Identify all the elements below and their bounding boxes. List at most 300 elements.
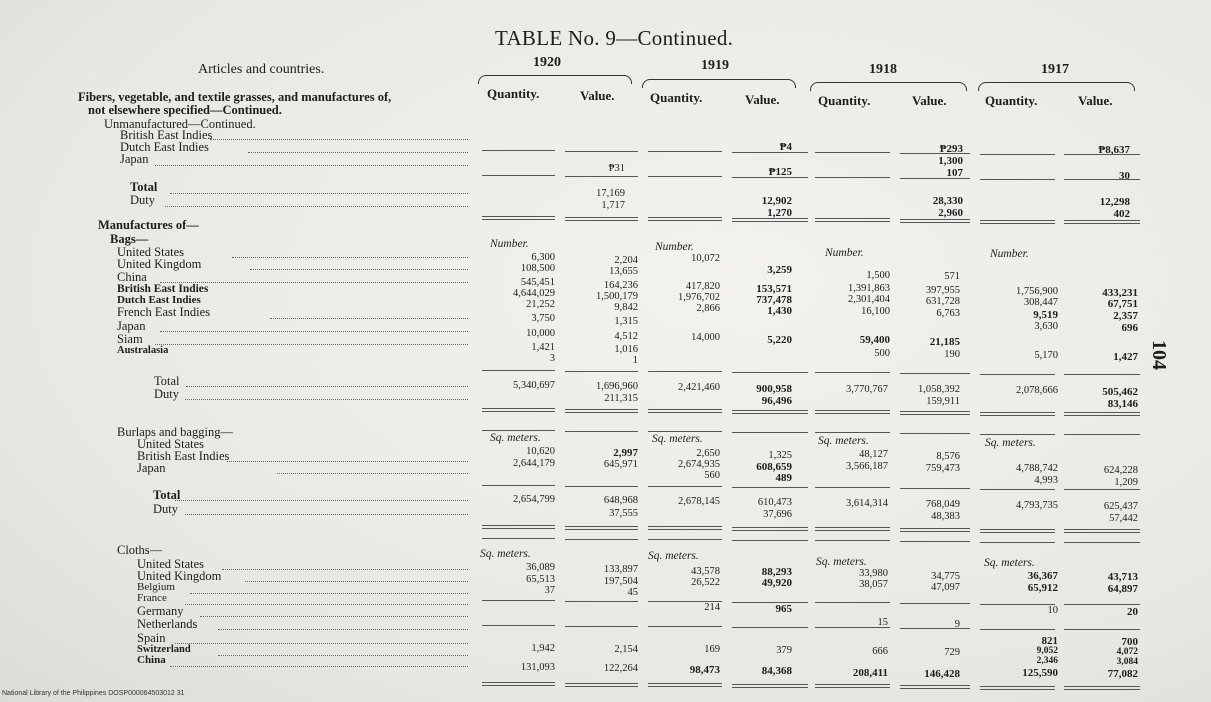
double-rule-line: [732, 684, 808, 688]
rule-line: [732, 152, 808, 153]
row-label: United Kingdom: [137, 569, 222, 583]
row-label-total: Total: [154, 374, 180, 388]
double-rule-line: [815, 410, 890, 414]
cell-total: 2,421,460: [678, 382, 720, 393]
cell: 30: [1119, 170, 1130, 182]
leader-dots: [210, 139, 468, 140]
row-label: Dutch East Indies: [120, 140, 209, 154]
table-title: TABLE No. 9—Continued.: [495, 26, 734, 50]
subhead-quantity-1920: Quantity.: [487, 86, 540, 101]
cell: 1,391,863: [848, 283, 890, 294]
cell-total: 5,340,697: [513, 380, 555, 391]
rule-line: [648, 486, 722, 487]
cell: 417,820: [685, 281, 720, 292]
unit-label: Number.: [655, 241, 694, 253]
cell: 9: [954, 619, 960, 630]
row-label: Dutch East Indies: [117, 294, 201, 306]
cell: 1,016: [614, 344, 638, 355]
cell-total: 2,078,666: [1016, 385, 1058, 396]
cell: 1,500: [866, 270, 890, 281]
cell: 1,500,179: [596, 291, 638, 302]
section4-heading: Cloths—: [117, 543, 163, 557]
rule-line: [732, 602, 808, 603]
leader-dots: [200, 616, 468, 617]
cell-total: 768,049: [925, 499, 960, 510]
row-label: British East Indies: [117, 283, 209, 295]
cell-total: 2,654,799: [513, 494, 555, 505]
cell-duty: 37,555: [609, 508, 638, 519]
double-rule-line: [1064, 686, 1140, 690]
cell: 48,127: [859, 449, 888, 460]
rule-line: [1064, 179, 1140, 180]
row-label-total: Total: [130, 180, 158, 194]
cell: 3: [549, 353, 555, 364]
cell: 146,428: [924, 668, 960, 680]
rule-line: [565, 486, 638, 487]
cell: 1,209: [1114, 477, 1138, 488]
section2-subheading: Bags—: [110, 232, 149, 246]
rule-line: [900, 488, 970, 489]
subhead-quantity-1917: Quantity.: [985, 93, 1038, 108]
cell: 133,897: [603, 564, 638, 575]
row-label-duty: Duty: [153, 502, 178, 516]
leader-dots: [170, 193, 468, 194]
double-rule-line: [648, 409, 722, 413]
cell: 36,367: [1027, 570, 1058, 582]
cell: 153,571: [756, 283, 792, 295]
year-1919: 1919: [701, 58, 729, 73]
cell-total: 648,968: [603, 495, 638, 506]
double-rule-line: [900, 685, 970, 689]
rule-line: [1064, 629, 1140, 630]
rule-line: [900, 628, 970, 629]
cell: 4,512: [614, 331, 638, 342]
row-label: Switzerland: [137, 644, 191, 655]
row-label: Siam: [117, 332, 143, 346]
subhead-quantity-1919: Quantity.: [650, 90, 703, 105]
cell: 164,236: [603, 280, 638, 291]
rule-line: [980, 434, 1055, 435]
section1-subheading: Unmanufactured—Continued.: [104, 117, 256, 131]
row-label: Japan: [117, 319, 146, 333]
rule-line: [565, 371, 638, 372]
cell: 1,942: [531, 643, 555, 654]
row-label: United Kingdom: [117, 257, 202, 271]
rule-line: [900, 541, 970, 542]
leader-dots: [232, 257, 468, 258]
cell: 3,566,187: [846, 461, 888, 472]
unit-label: Sq. meters.: [648, 550, 699, 562]
cell: 500: [874, 348, 890, 359]
cell: 2,204: [614, 255, 638, 266]
rule-line: [900, 178, 970, 179]
double-rule-line: [732, 218, 808, 222]
rule-line: [1064, 374, 1140, 375]
cell: 1,325: [768, 450, 792, 461]
cell: 965: [775, 603, 792, 615]
rule-line: [980, 179, 1055, 180]
row-label: China: [117, 270, 147, 284]
cell: 821: [1041, 635, 1058, 647]
leader-dots: [160, 282, 468, 283]
row-label: United States: [117, 245, 185, 259]
cell: 4,993: [1034, 475, 1058, 486]
cell: 1,300: [938, 155, 963, 167]
rule-line: [815, 540, 890, 541]
double-rule-line: [980, 529, 1055, 533]
cell: ₱4: [779, 141, 792, 153]
cell: 197,504: [603, 576, 638, 587]
cell: 14,000: [691, 332, 720, 343]
rule-line: [565, 539, 638, 540]
subhead-value-1919: Value.: [745, 92, 780, 107]
double-rule-line: [648, 526, 722, 530]
rule-line: [482, 175, 555, 176]
row-label: British East Indies: [137, 449, 230, 463]
cell: 2,674,935: [678, 459, 720, 470]
cell-duty: 211,315: [604, 393, 638, 404]
row-label: Japan: [120, 152, 149, 166]
rule-line: [648, 601, 722, 602]
rule-line: [648, 431, 722, 432]
double-rule-line: [648, 217, 722, 221]
cell: 379: [776, 645, 792, 656]
cell: 402: [1113, 208, 1130, 220]
unit-label: Sq. meters.: [818, 435, 869, 447]
rule-line: [482, 600, 555, 601]
cell: ₱8,637: [1098, 144, 1130, 156]
row-label: Belgium: [137, 581, 175, 593]
cell: 208,411: [852, 667, 888, 679]
row-label: Germany: [137, 604, 184, 618]
cell: 1,430: [767, 305, 792, 317]
unit-label: Number.: [990, 248, 1029, 260]
cell: 107: [946, 167, 963, 179]
rule-line: [980, 629, 1055, 630]
rule-line: [815, 372, 890, 373]
double-rule-line: [980, 220, 1055, 224]
leader-dots: [245, 581, 468, 582]
cell: 2,960: [938, 207, 963, 219]
row-label: Japan: [137, 461, 166, 475]
row-label: Spain: [137, 631, 166, 645]
cell: 560: [704, 470, 720, 481]
cell-duty: 37,696: [763, 509, 792, 520]
cell: 3,084: [1116, 657, 1138, 667]
leader-dots: [185, 604, 468, 605]
cell-total: 2,678,145: [678, 496, 720, 507]
cell: 84,368: [761, 665, 792, 677]
row-label: China: [137, 654, 166, 666]
cell: 16,100: [861, 306, 890, 317]
cell: 6,763: [936, 308, 960, 319]
double-rule-line: [1064, 529, 1140, 533]
cell: 65,912: [1027, 582, 1058, 594]
rule-line: [815, 177, 890, 178]
cell: 608,659: [756, 461, 792, 473]
double-rule-line: [900, 528, 970, 532]
cell: 489: [775, 472, 792, 484]
rule-line: [900, 373, 970, 374]
cell: 308,447: [1023, 297, 1058, 308]
double-rule-line: [980, 412, 1055, 416]
rule-line: [900, 433, 970, 434]
rule-line: [980, 154, 1055, 155]
rule-line: [732, 540, 808, 541]
row-label: French East Indies: [117, 305, 211, 319]
row-label: Netherlands: [137, 617, 198, 631]
cell: 77,082: [1107, 668, 1138, 680]
year-brace-1917: [978, 82, 1135, 91]
rule-line: [565, 601, 638, 602]
year-1920: 1920: [533, 55, 561, 70]
cell: 2,357: [1113, 310, 1138, 322]
cell: 4,644,029: [513, 288, 555, 299]
double-rule-line: [1064, 412, 1140, 416]
cell: 10,072: [691, 253, 720, 264]
cell-duty: 159,911: [926, 396, 960, 407]
double-rule-line: [565, 683, 638, 687]
cell: 571: [944, 271, 960, 282]
rule-line: [900, 153, 970, 154]
leader-dots: [185, 399, 468, 400]
double-rule-line: [565, 526, 638, 530]
rule-line: [1064, 604, 1140, 605]
leader-dots: [155, 165, 468, 166]
cell: 108,500: [520, 263, 555, 274]
cell: 34,775: [931, 571, 960, 582]
double-rule-line: [482, 682, 555, 686]
double-rule-line: [815, 684, 890, 688]
unit-label: Sq. meters.: [816, 556, 867, 568]
cell: 67,751: [1107, 298, 1138, 310]
rule-line: [1064, 154, 1140, 155]
cell-total: 3,614,314: [846, 498, 888, 509]
cell: 45: [627, 587, 638, 598]
cell: 38,057: [859, 579, 888, 590]
leader-dots: [250, 269, 468, 270]
row-label: France: [137, 592, 167, 604]
row-label-total: Total: [153, 488, 181, 502]
section2-heading: Manufactures of—: [98, 218, 199, 232]
leader-dots: [175, 500, 468, 501]
subhead-quantity-1918: Quantity.: [818, 93, 871, 108]
cell-duty: 48,383: [931, 511, 960, 522]
double-rule-line: [815, 527, 890, 531]
cell: 1,315: [614, 316, 638, 327]
cell: 3,259: [767, 264, 792, 276]
cell: 10,620: [526, 446, 555, 457]
column-label-articles: Articles and countries.: [198, 62, 325, 77]
subhead-value-1920: Value.: [580, 88, 615, 103]
unit-label: Sq. meters.: [985, 437, 1036, 449]
cell: 9,519: [1033, 309, 1058, 321]
double-rule-line: [482, 408, 555, 412]
cell: 2,154: [614, 644, 638, 655]
cell: 2,866: [696, 303, 720, 314]
cell: 2,650: [696, 448, 720, 459]
leader-dots: [190, 593, 468, 594]
cell: 9,842: [614, 302, 638, 313]
leader-dots: [160, 331, 468, 332]
rule-line: [482, 430, 555, 431]
year-1917: 1917: [1041, 62, 1069, 77]
cell: 1,717: [601, 200, 625, 211]
rule-line: [482, 150, 555, 151]
row-label-duty: Duty: [130, 193, 155, 207]
leader-dots: [222, 569, 468, 570]
cell: 2,997: [613, 447, 638, 459]
double-rule-line: [1064, 220, 1140, 224]
rule-line: [900, 603, 970, 604]
double-rule-line: [732, 410, 808, 414]
rule-line: [1064, 542, 1140, 543]
cell: 624,228: [1103, 465, 1138, 476]
rule-line: [565, 176, 638, 177]
rule-line: [648, 539, 722, 540]
rule-line: [1064, 489, 1140, 490]
leader-dots: [277, 473, 468, 474]
rule-line: [980, 604, 1055, 605]
cell: ₱293: [939, 143, 963, 155]
cell: 21,252: [526, 299, 555, 310]
row-label-duty: Duty: [154, 387, 179, 401]
cell-duty: 57,442: [1109, 513, 1138, 524]
page-number: 104: [1148, 340, 1170, 370]
double-rule-line: [565, 409, 638, 413]
cell: 1,427: [1113, 351, 1138, 363]
cell: 125,590: [1022, 667, 1058, 679]
leader-dots: [218, 629, 468, 630]
cell: ₱125: [768, 166, 792, 178]
cell: 65,513: [526, 574, 555, 585]
cell-total: 3,770,767: [846, 384, 888, 395]
row-label: Australasia: [117, 345, 169, 356]
leader-dots: [155, 344, 468, 345]
cell: 2,644,179: [513, 458, 555, 469]
rule-line: [648, 371, 722, 372]
cell: 1: [632, 355, 638, 366]
cell: 10,000: [526, 328, 555, 339]
cell: 33,980: [859, 568, 888, 579]
cell: 5,170: [1034, 350, 1058, 361]
rule-line: [482, 625, 555, 626]
cell: 3,630: [1034, 321, 1058, 332]
unit-label: Sq. meters.: [480, 548, 531, 560]
cell: 43,713: [1107, 571, 1138, 583]
cell: 37: [544, 585, 555, 596]
rule-line: [815, 602, 890, 603]
double-rule-line: [482, 525, 555, 529]
cell: 88,293: [761, 566, 792, 578]
cell: 666: [872, 646, 888, 657]
cell: 4,788,742: [1016, 463, 1058, 474]
double-rule-line: [565, 217, 638, 221]
cell: 631,728: [925, 296, 960, 307]
cell: 10: [1047, 605, 1058, 616]
cell: 190: [944, 349, 960, 360]
cell: 98,473: [689, 664, 720, 676]
year-brace-1920: [478, 75, 632, 84]
year-brace-1919: [642, 79, 796, 88]
double-rule-line: [648, 683, 722, 687]
row-label: United States: [137, 437, 205, 451]
cell-total: 4,793,735: [1016, 500, 1058, 511]
cell: 545,451: [520, 277, 555, 288]
leader-dots: [270, 318, 468, 319]
rule-line: [1064, 434, 1140, 435]
cell: 696: [1121, 322, 1138, 334]
cell: 9,052: [1036, 646, 1058, 656]
cell: 12,298: [1099, 196, 1130, 208]
cell-total: 1,696,960: [596, 381, 638, 392]
rule-line: [565, 151, 638, 152]
cell: 645,971: [603, 459, 638, 470]
cell: 1,756,900: [1016, 286, 1058, 297]
cell: 28,330: [932, 195, 963, 207]
rule-line: [980, 542, 1055, 543]
rule-line: [482, 538, 555, 539]
cell: 43,578: [691, 566, 720, 577]
cell: 17,169: [596, 188, 625, 199]
double-rule-line: [732, 527, 808, 531]
cell: 169: [704, 644, 720, 655]
cell: 1,421: [531, 342, 555, 353]
double-rule-line: [482, 216, 555, 220]
cell: 214: [704, 602, 720, 613]
section3-heading: Burlaps and bagging—: [117, 425, 233, 439]
rule-line: [648, 626, 722, 627]
cell: 47,097: [931, 582, 960, 593]
rule-line: [482, 370, 555, 371]
leader-dots: [227, 461, 468, 462]
cell-total: 625,437: [1103, 501, 1138, 512]
rule-line: [815, 627, 890, 628]
cell: 759,473: [925, 463, 960, 474]
cell: 59,400: [859, 334, 890, 346]
rule-line: [732, 177, 808, 178]
cell: 1,976,702: [678, 292, 720, 303]
cell: 49,920: [761, 577, 792, 589]
rule-line: [565, 626, 638, 627]
section1-heading: Fibers, vegetable, and textile grasses, and manufactures of,: [78, 90, 392, 104]
leader-dots: [218, 655, 468, 656]
rule-line: [980, 374, 1055, 375]
subhead-value-1918: Value.: [912, 93, 947, 108]
section1-heading-cont: not elsewhere specified—Continued.: [88, 103, 282, 117]
subhead-value-1917: Value.: [1078, 93, 1113, 108]
rule-line: [815, 432, 890, 433]
cell-total: 505,462: [1102, 386, 1138, 398]
cell: 2,301,404: [848, 294, 890, 305]
rule-line: [815, 487, 890, 488]
leader-dots: [185, 514, 468, 515]
year-1918: 1918: [869, 62, 897, 77]
cell: 433,231: [1102, 287, 1138, 299]
cell: 737,478: [756, 294, 792, 306]
cell: 1,270: [767, 207, 792, 219]
cell: 131,093: [520, 662, 555, 673]
cell: 3,750: [531, 313, 555, 324]
cell: 13,655: [609, 266, 638, 277]
cell-duty: 96,496: [761, 395, 792, 407]
cell: 20: [1127, 606, 1138, 618]
cell: 5,220: [767, 334, 792, 346]
cell: 8,576: [936, 451, 960, 462]
row-label: British East Indies: [120, 128, 213, 142]
rule-line: [815, 152, 890, 153]
leader-dots: [165, 206, 468, 207]
